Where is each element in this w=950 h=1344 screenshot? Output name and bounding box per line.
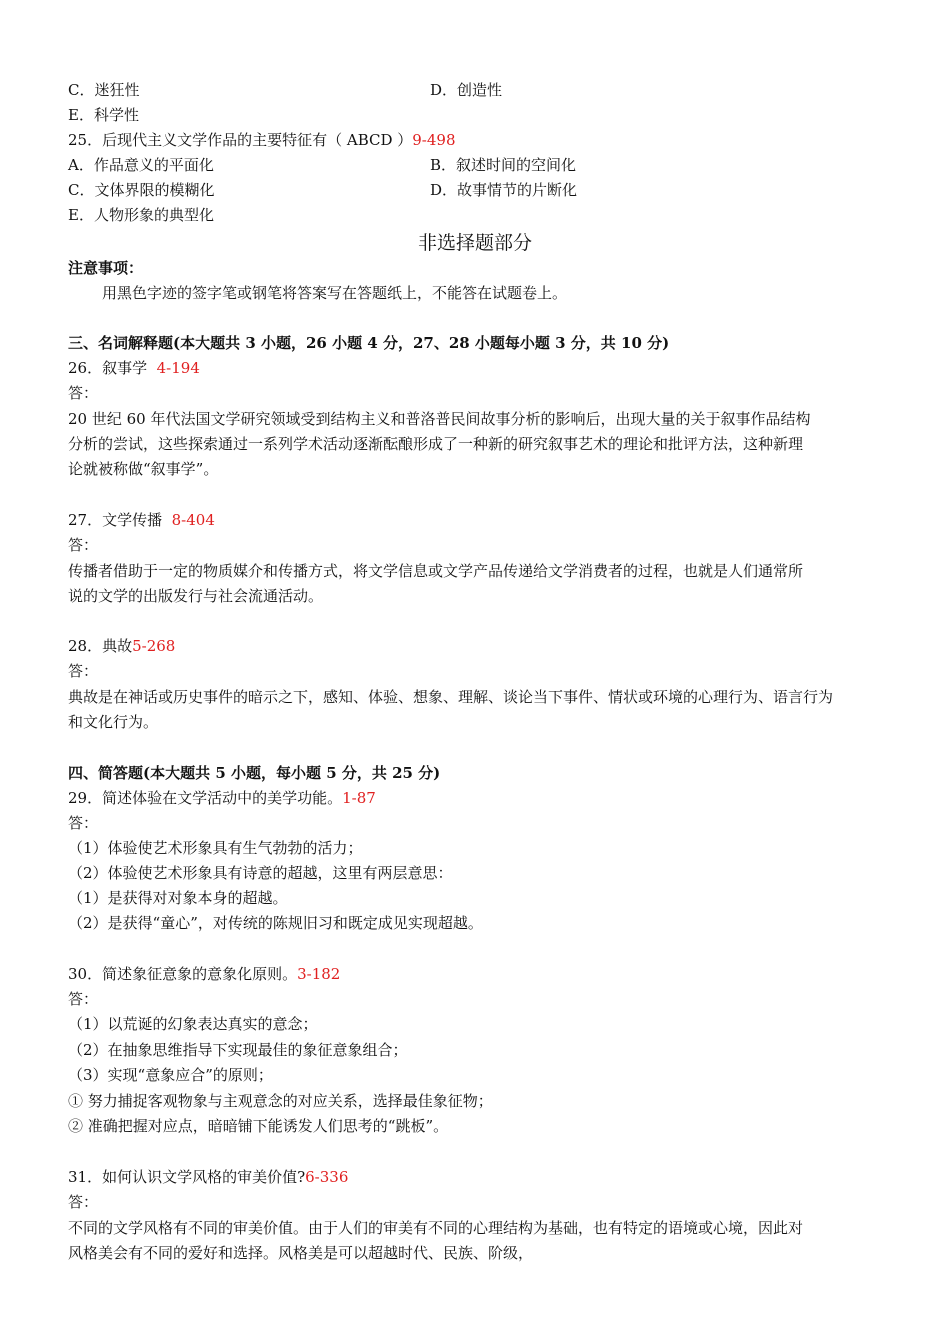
question-31 [68, 1167, 348, 1187]
question-29-ref: 1-87 [342, 789, 376, 807]
q31-answer-line: 不同的文学风格有不同的审美价值。由于人们的审美有不同的心理结构为基础，也有特定的语境或心境，因此对 [68, 1219, 804, 1237]
q31-answer-line: 风格美会有不同的爱好和选择。风格美是可以超越时代、民族、阶级， [68, 1244, 534, 1262]
q26-answer-line: 20 世纪 60 年代法国文学研究领域受到结构主义和普洛普民间故事分析的影响后，出现大量的关于叙事作品结构 [68, 410, 811, 428]
option-d: D．创造性 [430, 81, 503, 99]
q28-answer-line: 典故是在神话或历史事件的暗示之下，感知、体验、想象、理解、谈论当下事件、情状或环境的心理行为、语言行为 [68, 688, 834, 706]
q26-answer-label: 答： [68, 384, 99, 402]
question-27-text: 27．文学传播 [68, 511, 163, 529]
notice-heading: 注意事项： [68, 259, 144, 277]
question-30 [68, 964, 340, 984]
q29-answer-line: （2）体验使艺术形象具有诗意的超越，这里有两层意思： [68, 864, 453, 882]
q30-answer-line: （1）以荒诞的幻象表达真实的意念； [68, 1015, 318, 1033]
q26-answer-line: 分析的尝试，这些探索通过一系列学术活动逐渐酝酿形成了一种新的研究叙事艺术的理论和批评方法，这种新理 [68, 435, 804, 453]
question-26 [68, 358, 200, 378]
q28-answer-line: 和文化行为。 [68, 713, 159, 731]
question-30-text: 30．简述象征意象的意象化原则。 [68, 965, 298, 983]
q25-option-e: E．人物形象的典型化 [68, 206, 214, 224]
option-e: E．科学性 [68, 106, 139, 124]
question-31-ref: 6-336 [305, 1168, 349, 1186]
option-c: C．迷狂性 [68, 81, 140, 99]
q25-option-b: B．叙述时间的空间化 [430, 156, 577, 174]
question-25-text: 25．后现代主义文学作品的主要特征有（ ABCD ） [68, 131, 413, 149]
question-31-text: 31．如何认识文学风格的审美价值? [68, 1168, 306, 1186]
q27-answer-line: 说的文学的出版发行与社会流通活动。 [68, 587, 324, 605]
q30-answer-line: ② 准确把握对应点，暗暗铺下能诱发人们思考的“跳板”。 [68, 1117, 449, 1135]
question-30-ref: 3-182 [297, 965, 341, 983]
question-28-ref: 5-268 [132, 637, 176, 655]
q25-option-a: A．作品意义的平面化 [68, 156, 214, 174]
q29-answer-line: （1）体验使艺术形象具有生气勃勃的活力； [68, 839, 363, 857]
section-title: 非选择题部分 [417, 232, 532, 254]
q26-answer-line: 论就被称做“叙事学”。 [68, 460, 219, 478]
q29-answer-label: 答： [68, 814, 99, 832]
question-25-ref: 9-498 [412, 131, 456, 149]
part4-heading: 四、简答题(本大题共 5 小题，每小题 5 分，共 25 分) [68, 764, 441, 782]
q25-option-c: C．文体界限的模糊化 [68, 181, 215, 199]
question-26-ref: 4-194 [156, 359, 200, 377]
q30-answer-line: ① 努力捕捉客观物象与主观意念的对应关系，选择最佳象征物； [68, 1092, 493, 1110]
question-29 [68, 788, 376, 808]
question-26-text: 26．叙事学 [68, 359, 148, 377]
q29-answer-line: （1）是获得对对象本身的超越。 [68, 889, 288, 907]
q27-answer-label: 答： [68, 536, 99, 554]
q30-answer-line: （2）在抽象思维指导下实现最佳的象征意象组合； [68, 1041, 408, 1059]
q30-answer-line: （3）实现“意象应合”的原则； [68, 1066, 273, 1084]
question-28-text: 28．典故 [68, 637, 133, 655]
question-29-text: 29．简述体验在文学活动中的美学功能。 [68, 789, 343, 807]
q29-answer-line: （2）是获得“童心”，对传统的陈规旧习和既定成见实现超越。 [68, 914, 483, 932]
question-27-ref: 8-404 [171, 511, 215, 529]
q27-answer-line: 传播者借助于一定的物质媒介和传播方式，将文学信息或文学产品传递给文学消费者的过程，也就是人们通常所 [68, 562, 804, 580]
q31-answer-label: 答： [68, 1193, 99, 1211]
question-25 [68, 130, 456, 150]
question-27 [68, 510, 215, 530]
q28-answer-label: 答： [68, 662, 99, 680]
notice-body: 用黑色字迹的签字笔或钢笔将答案写在答题纸上，不能答在试题卷上。 [102, 284, 568, 302]
part3-heading: 三、名词解释题(本大题共 3 小题，26 小题 4 分，27、28 小题每小题 3 分，共 10 分) [68, 334, 670, 352]
q30-answer-label: 答： [68, 990, 99, 1008]
q25-option-d: D．故事情节的片断化 [430, 181, 578, 199]
question-28 [68, 636, 175, 656]
